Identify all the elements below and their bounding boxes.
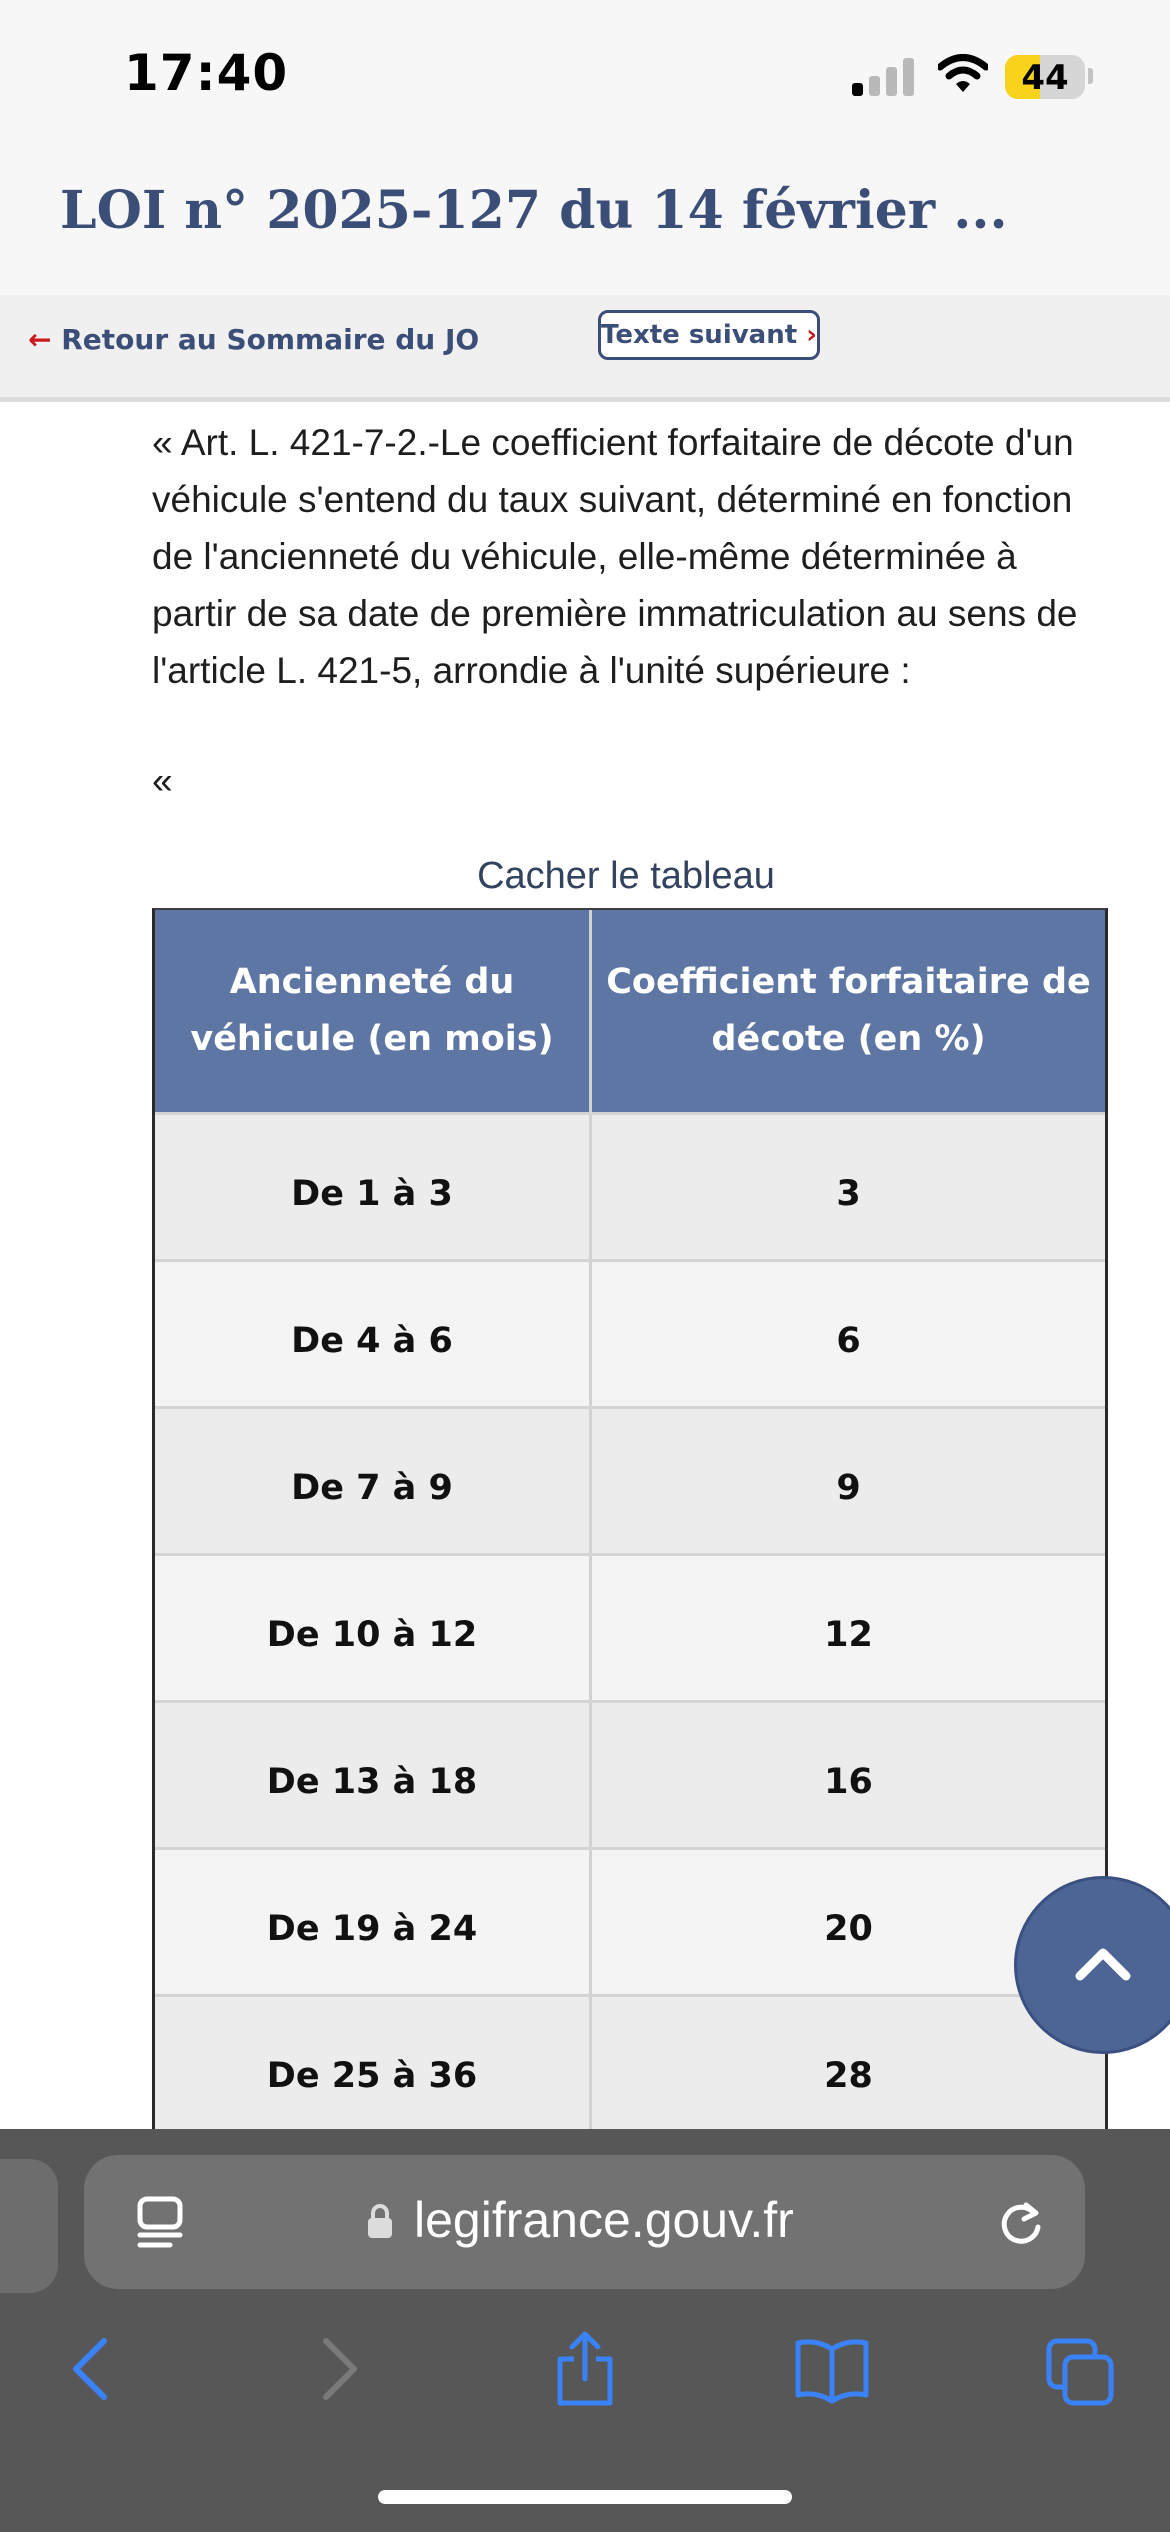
article-paragraph: « Art. L. 421-7-2.-Le coefficient forfaitaire de décote d'un véhicule s'entend du taux suivant, déterminé en fonction de l'ancienneté du véhicule, elle-même déterminée à partir de sa date de première immatriculation au sens de l'article L. 421-5, arrondie à l'unité supérieure : [152,422,1078,691]
back-to-summary-link[interactable] [28,323,479,356]
age-cell: De 13 à 18 [155,1703,592,1847]
previous-tab-preview[interactable] [0,2159,58,2293]
age-cell: De 19 à 24 [155,1850,592,1994]
status-bar [0,0,1170,140]
coefficient-cell: 20 [824,1909,873,1949]
table-row [155,1406,1105,1553]
age-cell: De 25 à 36 [155,1997,592,2141]
next-text-button[interactable] [598,310,820,360]
home-indicator[interactable] [378,2490,792,2504]
hide-table-toggle[interactable]: Cacher le tableau [477,855,775,897]
coefficient-cell: 3 [836,1174,861,1214]
age-cell: De 4 à 6 [155,1262,592,1406]
lock-icon [366,2202,394,2240]
address-bar[interactable] [84,2155,1085,2289]
page-header [0,140,1170,295]
browser-toolbar [0,2129,1170,2532]
table-row [155,1994,1105,2141]
back-icon[interactable] [60,2329,120,2409]
battery-level: 44 [1021,58,1069,98]
column-header-age: Ancienneté du véhicule (en mois) [155,910,592,1112]
table-row [155,1259,1105,1406]
coefficient-cell: 9 [836,1468,861,1508]
reload-icon[interactable] [994,2195,1048,2251]
chevron-right-icon: › [806,320,817,350]
page-title: LOI n° 2025-127 du 14 février ... [60,180,1008,241]
chevron-up-icon [1058,1920,1148,2010]
tabs-icon[interactable] [1043,2329,1119,2409]
table-row [155,1553,1105,1700]
opening-quote: « [152,760,173,801]
bookmarks-icon[interactable] [794,2329,870,2409]
status-time: 17:40 [124,44,289,102]
age-cell: De 1 à 3 [155,1115,592,1259]
age-cell: De 10 à 12 [155,1556,592,1700]
navigation-bar [0,295,1170,402]
table-row [155,1700,1105,1847]
coefficient-cell: 16 [824,1762,873,1802]
battery-icon [1005,55,1085,99]
share-icon[interactable] [550,2329,620,2409]
coefficient-cell: 12 [824,1615,873,1655]
column-header-coefficient: Coefficient forfaitaire de décote (en %) [606,962,1091,1059]
cellular-signal-icon [852,56,914,96]
back-to-summary-label: Retour au Sommaire du JO [61,323,480,356]
depreciation-table [152,908,1108,2141]
table-row [155,1847,1105,1994]
battery-tip [1088,68,1093,84]
next-text-label: Texte suivant [601,320,798,350]
age-cell: De 7 à 9 [155,1409,592,1553]
table-header-row [155,910,1105,1112]
wifi-icon [938,54,988,94]
reader-mode-icon[interactable] [134,2195,188,2251]
table-row [155,1112,1105,1259]
forward-icon[interactable] [310,2329,370,2409]
url-text: legifrance.gouv.fr [414,2192,794,2248]
coefficient-cell: 6 [836,1321,861,1361]
coefficient-cell: 28 [824,2056,873,2096]
back-arrow-icon: ← [28,323,52,356]
